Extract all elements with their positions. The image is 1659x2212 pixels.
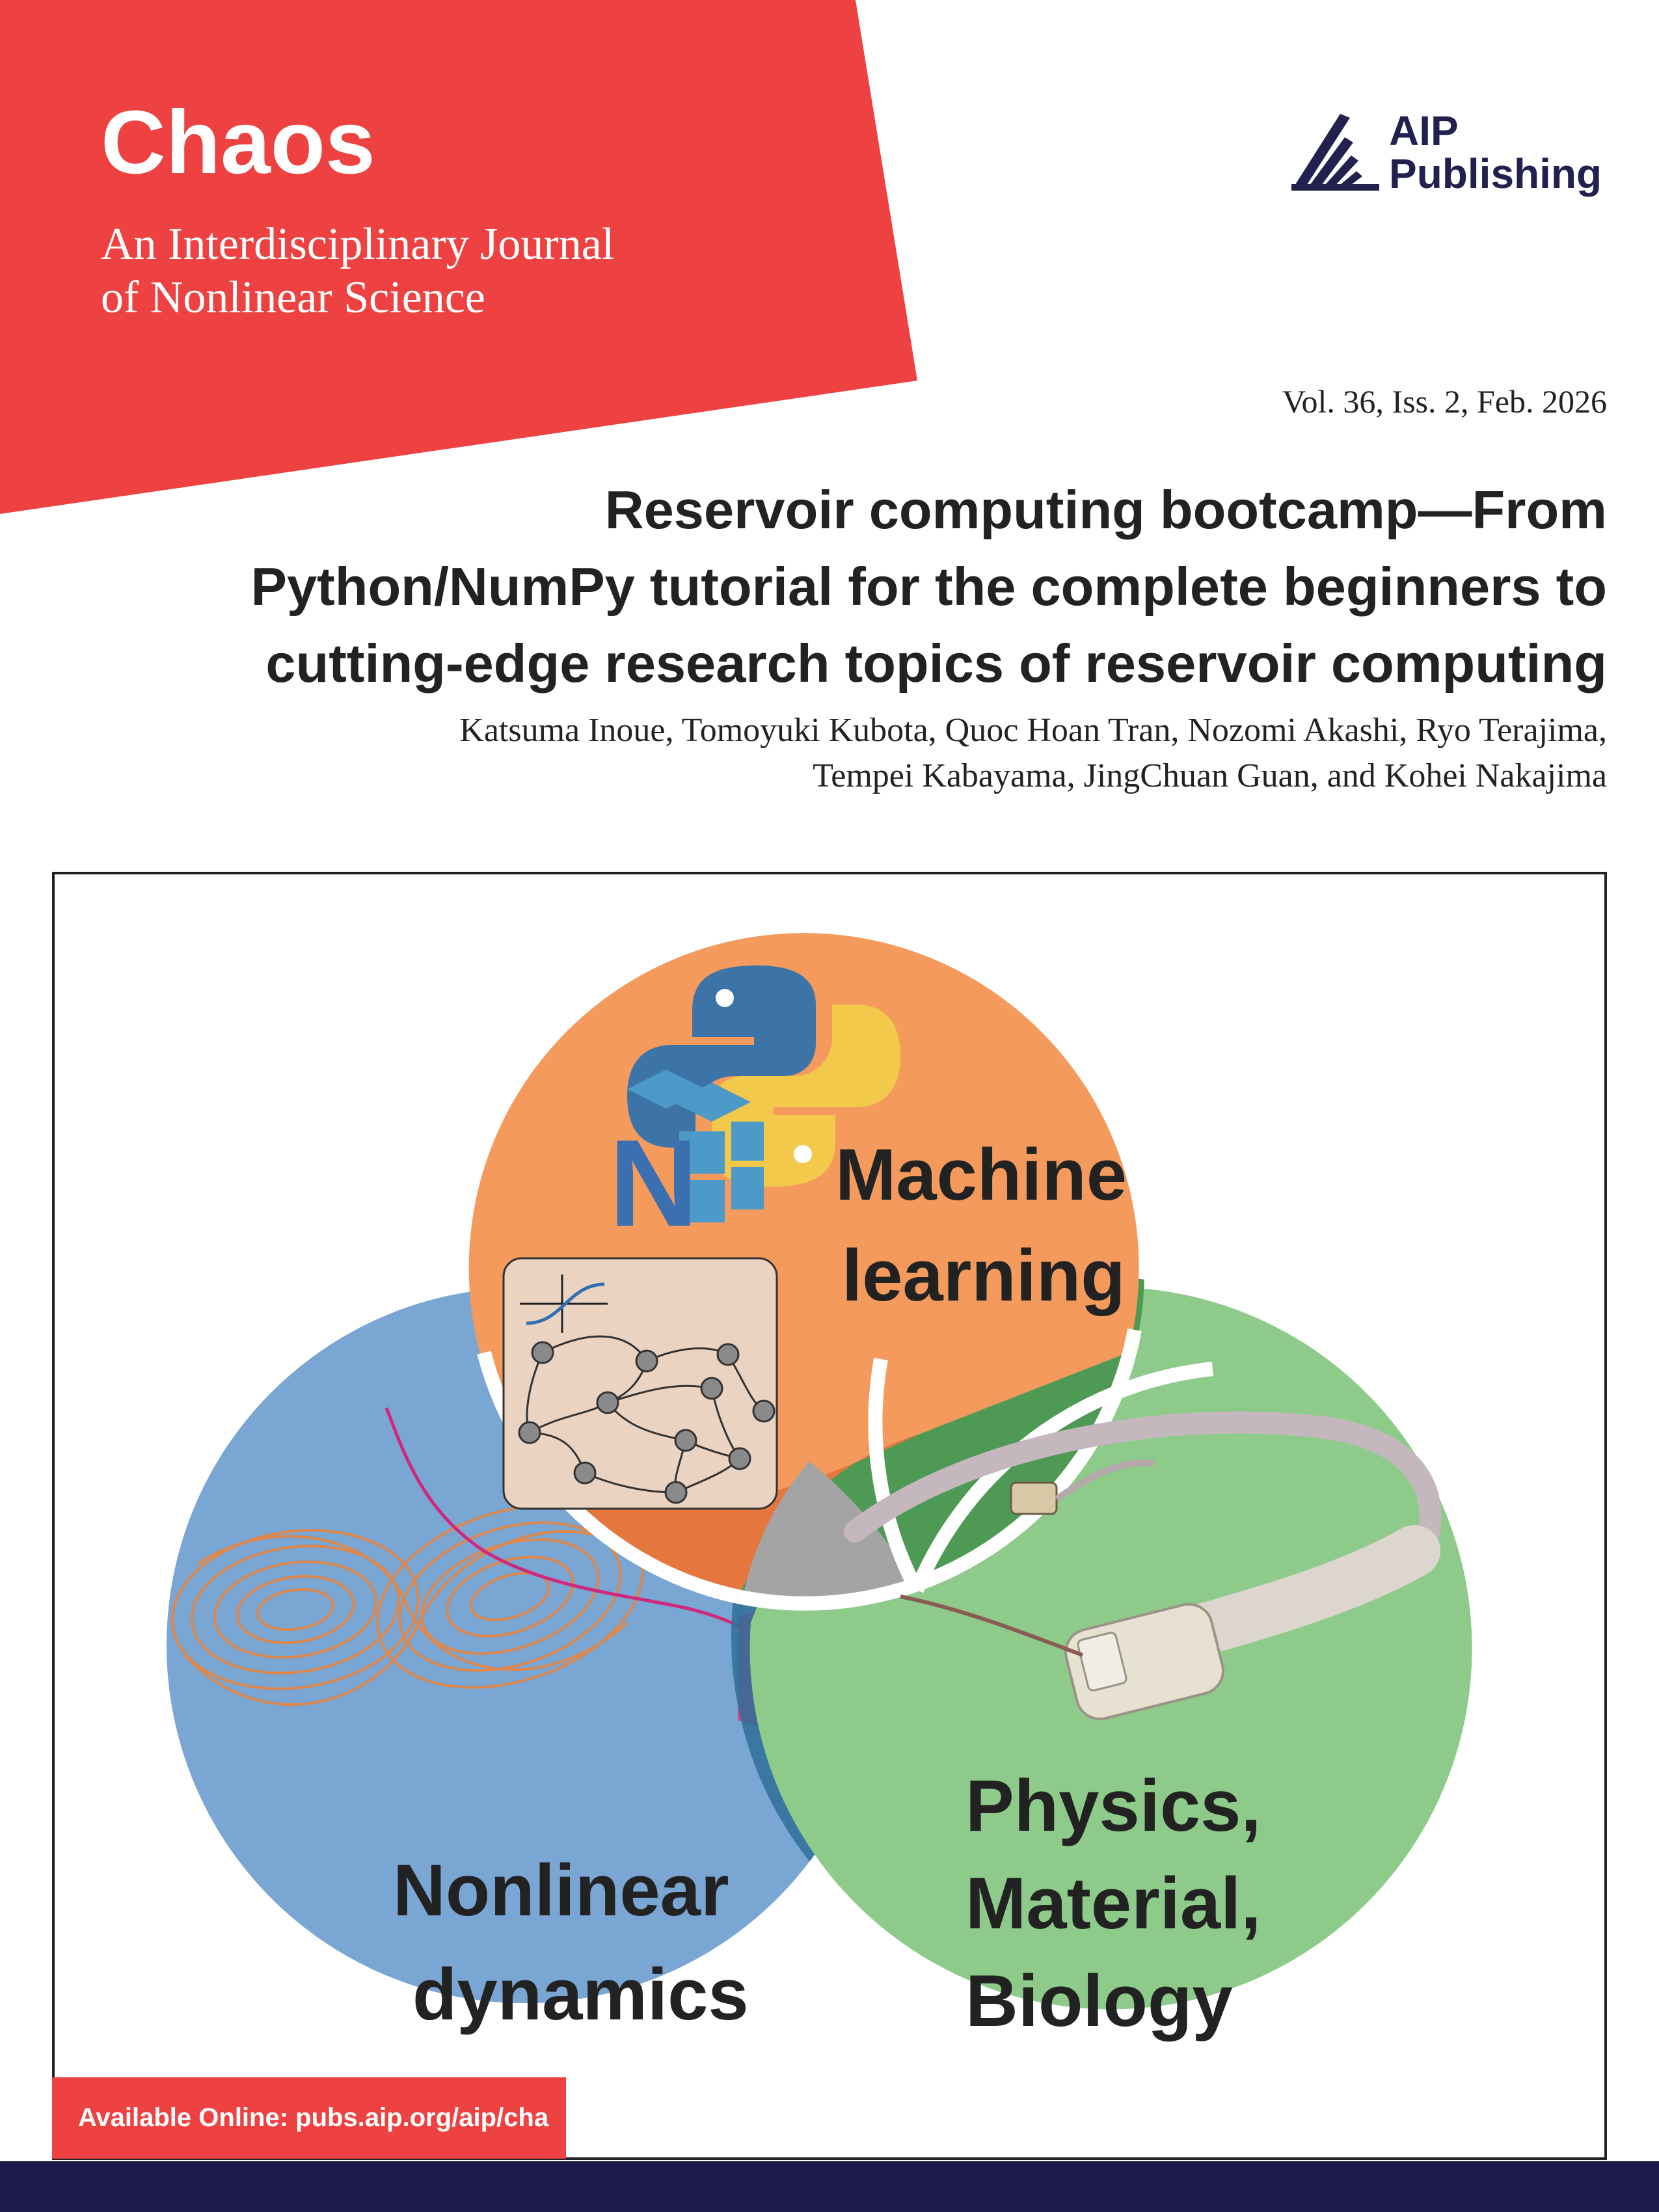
pmb-label-line1: Physics, — [965, 1765, 1261, 1846]
article-authors — [111, 708, 1607, 799]
pmb-label-line2: Material, — [965, 1863, 1261, 1944]
article-title-line2: Python/NumPy tutorial for the complete beginners to — [250, 556, 1607, 617]
nd-label-line2: dynamics — [412, 1954, 749, 2035]
reservoir-network-icon — [504, 1258, 777, 1509]
journal-subtitle-line1: An Interdisciplinary Journal — [101, 219, 615, 269]
journal-subtitle — [101, 218, 849, 325]
authors-line1: Katsuma Inoue, Tomoyuki Kubota, Quoc Hoan Tran, Nozomi Akashi, Ryo Terajima, — [459, 712, 1607, 749]
aip-logo-icon — [1291, 114, 1379, 192]
ml-label-line2: learning — [842, 1235, 1126, 1316]
article-title-line3: cutting-edge research topics of reservoir computing — [265, 633, 1607, 694]
journal-title: Chaos — [101, 92, 375, 193]
pmb-label-line3: Biology — [965, 1960, 1233, 2042]
footer-bar — [0, 2161, 1659, 2212]
venn-diagram — [55, 874, 1604, 2157]
publisher-name — [1389, 109, 1602, 195]
publisher-line1: AIP — [1389, 107, 1459, 154]
journal-subtitle-line2: of Nonlinear Science — [101, 273, 485, 323]
article-title-line1: Reservoir computing bootcamp—From — [604, 479, 1607, 540]
numpy-letter: N — [609, 1114, 699, 1252]
ml-label-line1: Machine — [835, 1134, 1127, 1215]
cover-figure — [52, 872, 1607, 2160]
volume-info: Vol. 36, Iss. 2, Feb. 2026 — [1282, 383, 1607, 420]
available-online-badge: Available Online: pubs.aip.org/aip/cha — [52, 2077, 566, 2159]
authors-line2: Tempei Kabayama, JingChuan Guan, and Kohei Nakajima — [813, 757, 1607, 794]
nd-label-line1: Nonlinear — [393, 1850, 729, 1931]
publisher-line2: Publishing — [1389, 150, 1602, 197]
article-title — [46, 472, 1607, 702]
